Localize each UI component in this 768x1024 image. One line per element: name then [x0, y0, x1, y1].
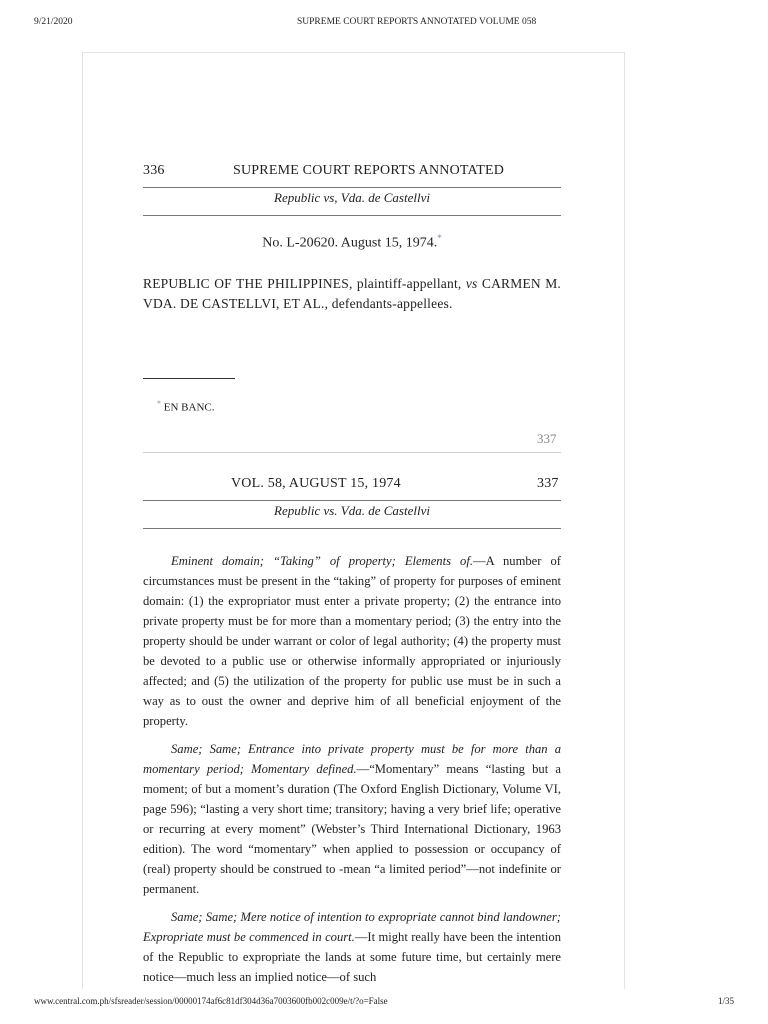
print-title: SUPREME COURT REPORTS ANNOTATED VOLUME 058: [297, 17, 537, 27]
page-number-336: 336: [143, 163, 165, 178]
syllabus-paragraph: [143, 907, 561, 987]
print-header: [0, 10, 768, 26]
footnote-text: EN BANC.: [163, 401, 215, 414]
case-title-336: Republic vs, Vda. de Castellvi: [274, 190, 430, 205]
syllabus-paragraph: [143, 551, 561, 731]
footnote-rule: [143, 378, 235, 379]
syllabus-heading: Eminent domain; “Taking” of property; Elements of.: [171, 554, 473, 568]
header-rule-337: [143, 500, 561, 501]
page-number-337: 337: [537, 476, 559, 491]
print-date: 9/21/2020: [34, 17, 73, 27]
case-parties: [143, 274, 561, 314]
case-title-337: Republic vs. Vda. de Castellvi: [274, 503, 430, 518]
gr-number-line: [143, 233, 561, 252]
header-rule-2: [143, 215, 561, 216]
gr-footnote-link[interactable]: *: [437, 233, 442, 243]
syllabus-paragraph: [143, 739, 561, 899]
header-rule-337-2: [143, 528, 561, 529]
next-page-number: 337: [537, 431, 557, 446]
header-rule: [143, 187, 561, 188]
print-url[interactable]: www.central.com.ph/sfsreader/session/00000174af6c81df304d36a7003600fb002c009e/t/?o=False: [34, 996, 388, 1006]
gr-number: No. L-20620. August 15, 1974.: [262, 235, 438, 251]
reporter-title: SUPREME COURT REPORTS ANNOTATED: [233, 163, 505, 178]
syllabus-text: —A number of circumstances must be present in the “taking” of property for purposes of eminent domain: (1) the expropriator must enter a private property; (2) the entrance into private property must be for more than a momentary period; (3) the entry into the property should be under warrant or color of legal authority; (4) the property must be devoted to a public use or otherwise informally appropriated or injuriously affected; and (5) the utilization of the property for public use must be in such a way as to oust the owner and deprive him of all beneficial enjoyment of the property.: [143, 554, 561, 728]
print-footer: [0, 996, 768, 1010]
print-page-count: 1/35: [717, 996, 734, 1006]
parties-text-2: CARMEN M. VDA. DE CASTELLVI, ET AL., defendants-appellees.: [143, 276, 561, 311]
footnote: [157, 399, 214, 414]
footnote-marker: *: [157, 399, 161, 408]
volume-line: VOL. 58, AUGUST 15, 1974: [231, 476, 401, 491]
syllabus-text: —It might really have been the intention of the Republic to expropriate the lands at some future time, but certainly mere notice—much less an implied notice—of such: [143, 930, 562, 984]
syllabus-body: [143, 551, 561, 989]
syllabus-heading: Same; Same; Mere notice of intention to expropriate cannot bind landowner; Expropriate must be commenced in court.: [143, 910, 561, 944]
parties-text-1: REPUBLIC OF THE PHILIPPINES, plaintiff-appellant,: [143, 276, 466, 291]
parties-vs: vs: [465, 276, 478, 291]
syllabus-heading: Same; Same; Entrance into private property must be for more than a momentary period; Momentary defined.: [143, 742, 561, 776]
document-page: [82, 52, 625, 989]
syllabus-text: —“Momentary” means “lasting but a moment; of but a moment’s duration (The Oxford English Dictionary, Volume VI, page 596); “lasting a very short time; transitory; having a very brief life; operative or recurring at every moment” (Webster’s Third International Dictionary, 1963 edition). The word “momentary” when applied to possession or occupancy of (real) property should be construed to -mean “a limited period”—not indefinite or permanent.: [143, 762, 561, 896]
page-break-rule: [143, 452, 561, 453]
